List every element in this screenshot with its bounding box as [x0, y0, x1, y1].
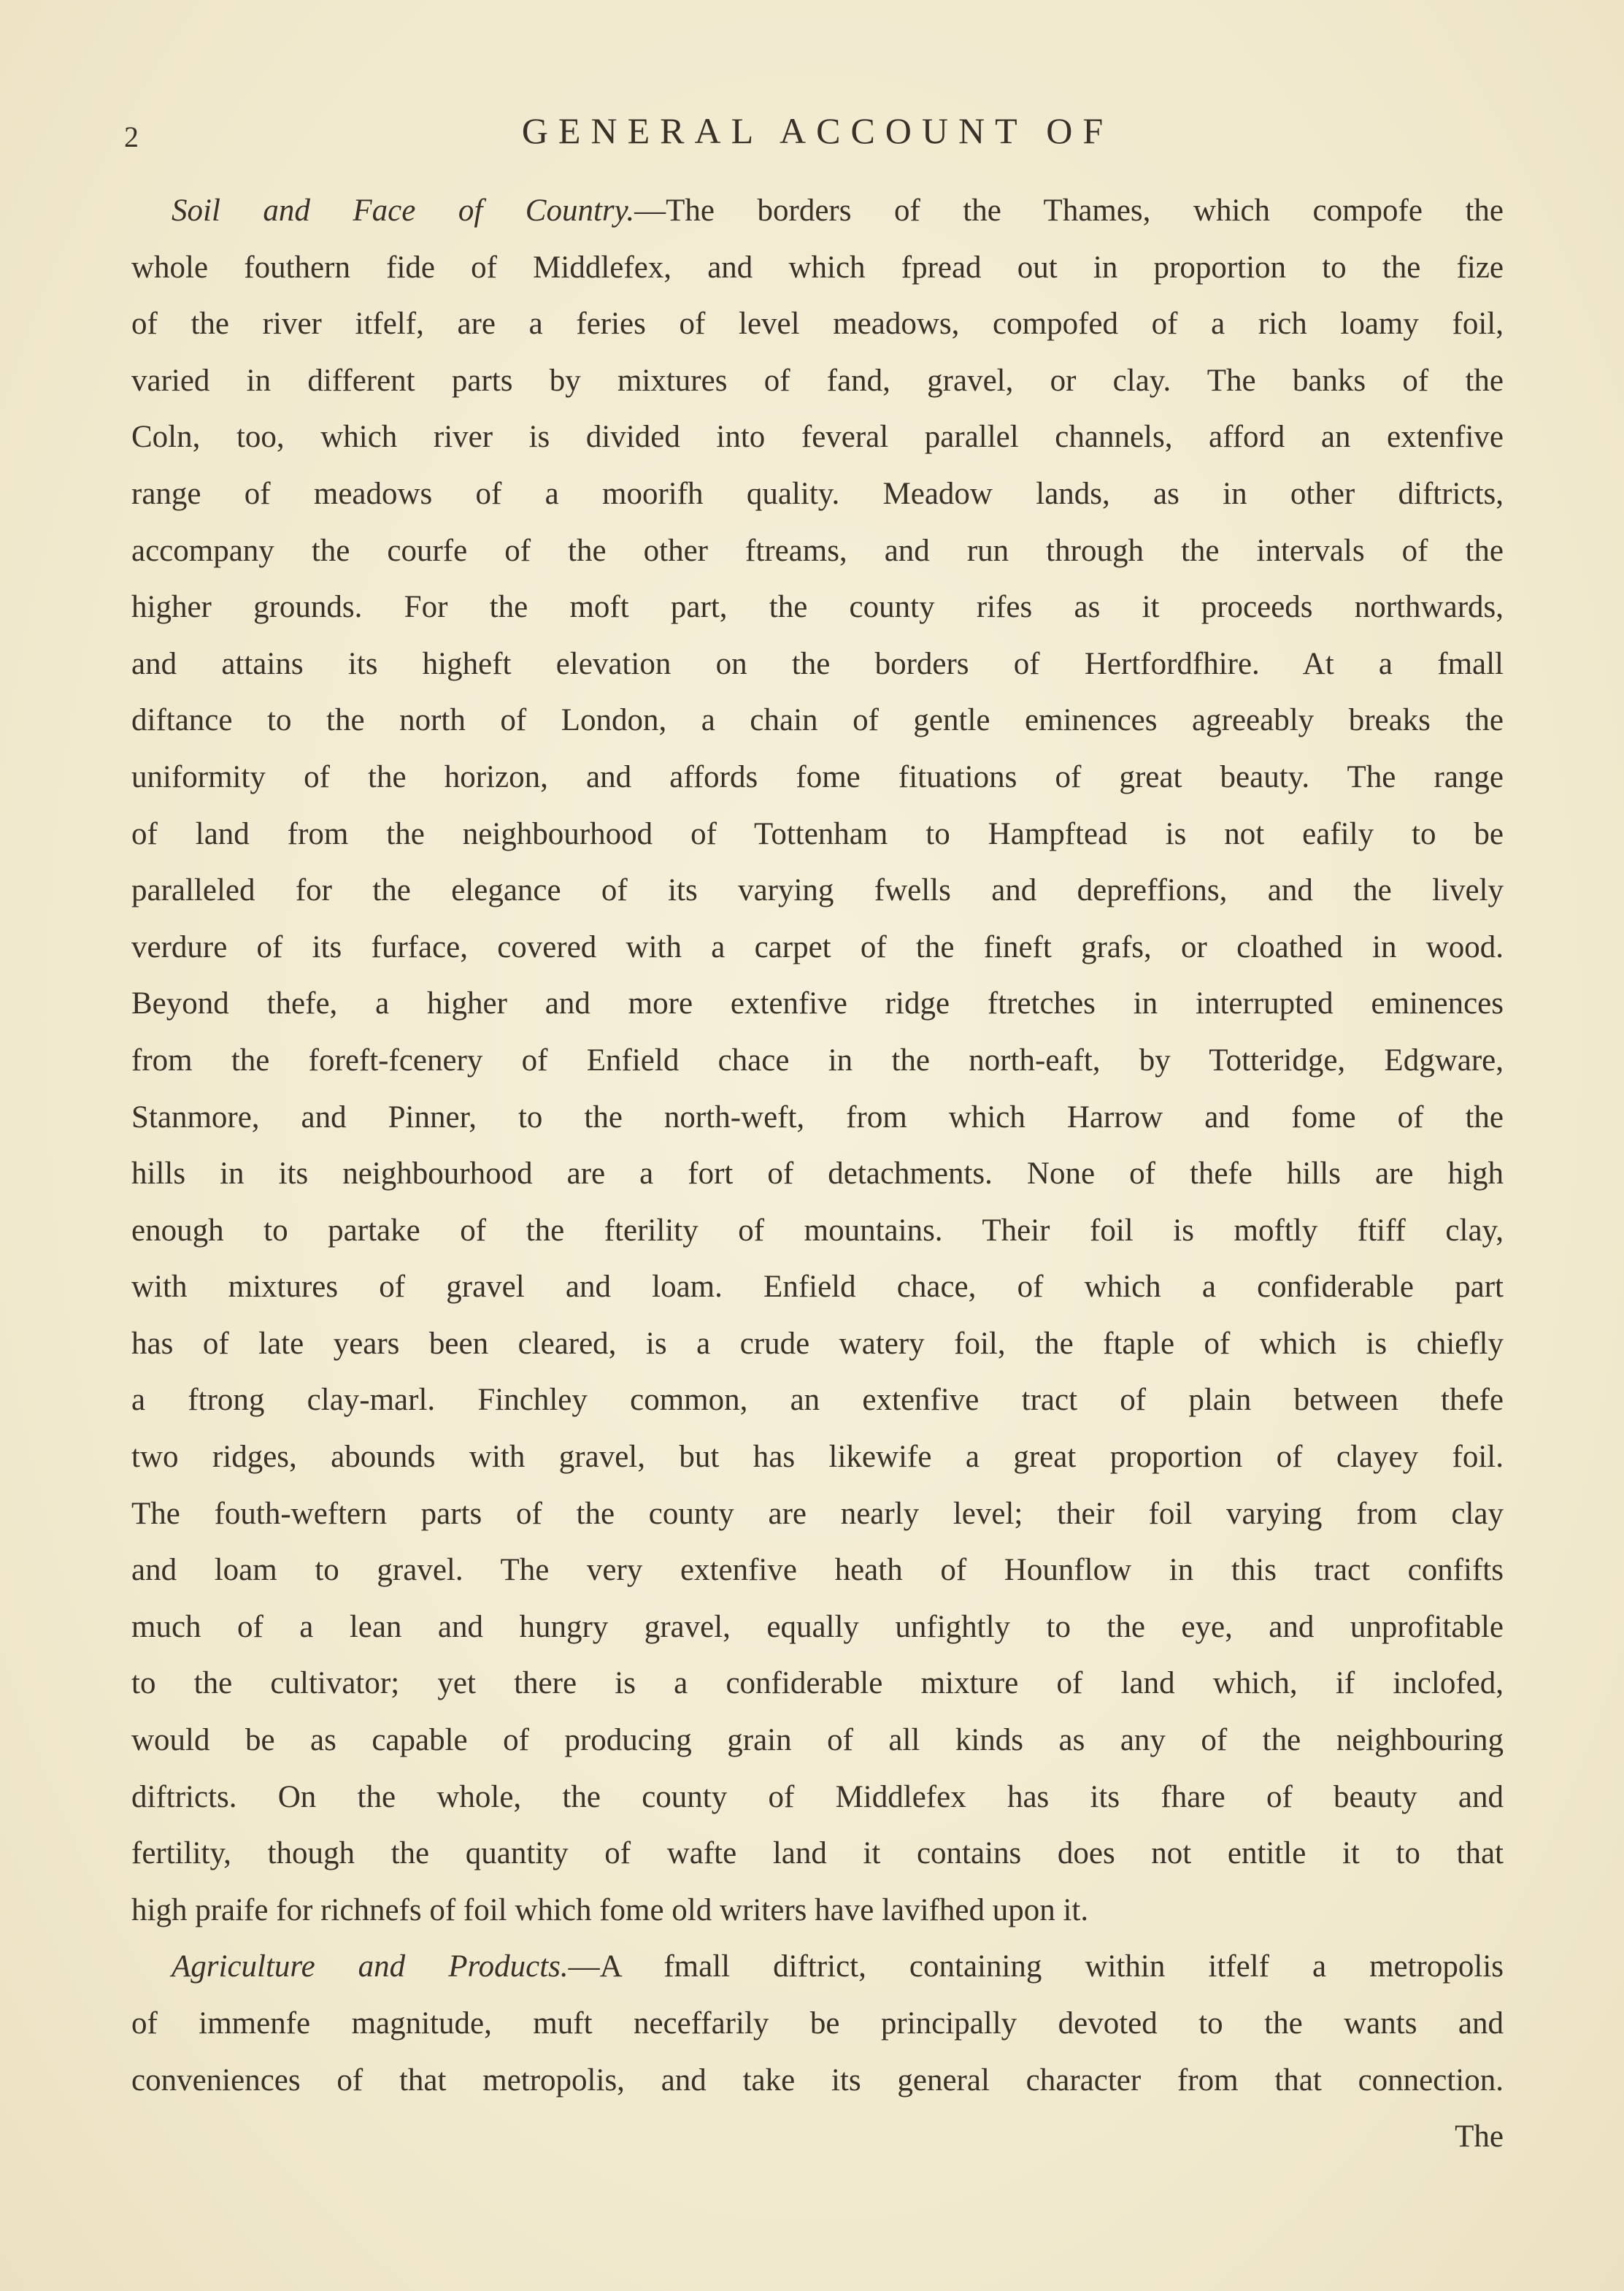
text-line: whole fouthern fide of Middlefex, and which fpread out in proportion to the fize — [131, 250, 1504, 285]
text-line: diftricts. On the whole, the county of Middlefex has its fhare of beauty and — [131, 1779, 1504, 1814]
running-head: GENERAL ACCOUNT OF — [521, 110, 1114, 151]
text-line: high praife for richnefs of foil which fome old writers have lavifhed upon it. — [131, 1892, 1089, 1927]
page-number: 2 — [124, 120, 139, 153]
text-line: would be as capable of producing grain of all kinds as any of the neighbouring — [131, 1723, 1504, 1758]
section-heading-agriculture: Agriculture and Products. — [172, 1949, 569, 1984]
text-line: paralleled for the elegance of its varying fwells and depreffions, and the lively — [131, 873, 1504, 908]
section-heading-soil: Soil and Face of Country. — [172, 193, 635, 228]
text-line — [131, 183, 1504, 239]
text-line: accompany the courfe of the other ftreams, and run through the intervals of the — [131, 533, 1504, 568]
text-line: to the cultivator; yet there is a confiderable mixture of land which, if inclofed, — [131, 1666, 1504, 1701]
text-line: with mixtures of gravel and loam. Enfield chace, of which a confiderable part — [131, 1270, 1504, 1305]
text-line: diftance to the north of London, a chain of gentle eminences agreeably breaks the — [131, 703, 1504, 738]
text-line: uniformity of the horizon, and affords fome fituations of great beauty. The range — [131, 759, 1504, 794]
text-line — [131, 1938, 1504, 1995]
text-line-content: —The borders of the Thames, which compofe the — [634, 193, 1504, 228]
text-line: much of a lean and hungry gravel, equally unfightly to the eye, and unprofitable — [131, 1609, 1504, 1644]
text-line: Coln, too, which river is divided into feveral parallel channels, afford an extenfive — [131, 420, 1504, 455]
text-line: Stanmore, and Pinner, to the north-weft, from which Harrow and fome of the — [131, 1100, 1504, 1135]
body-text — [131, 183, 1504, 2165]
text-line: of land from the neighbourhood of Tottenham to Hampftead is not eafily to be — [131, 816, 1504, 851]
text-line: enough to partake of the fterility of mountains. Their foil is moftly ftiff clay, — [131, 1213, 1504, 1248]
text-line: range of meadows of a moorifh quality. Meadow lands, as in other diftricts, — [131, 476, 1504, 511]
text-line: from the foreft-fcenery of Enfield chace in the north-eaft, by Totteridge, Edgware, — [131, 1043, 1504, 1078]
text-line: two ridges, abounds with gravel, but has likewife a great proportion of clayey foil. — [131, 1440, 1504, 1475]
text-line: The fouth-weftern parts of the county are nearly level; their foil varying from clay — [131, 1496, 1504, 1531]
text-line: has of late years been cleared, is a crude watery foil, the ftaple of which is chiefly — [131, 1326, 1504, 1361]
text-line: a ftrong clay-marl. Finchley common, an extenfive tract of plain between thefe — [131, 1383, 1504, 1418]
text-line-content: —A fmall diftrict, containing within itfelf a metropolis — [568, 1949, 1504, 1984]
text-line: hills in its neighbourhood are a fort of detachments. None of thefe hills are high — [131, 1156, 1504, 1191]
text-line: verdure of its furface, covered with a carpet of the fineft grafs, or cloathed in wood. — [131, 929, 1504, 964]
text-line: and loam to gravel. The very extenfive heath of Hounflow in this tract confifts — [131, 1553, 1504, 1588]
text-line: higher grounds. For the moft part, the county rifes as it proceeds northwards, — [131, 590, 1504, 625]
text-line: varied in different parts by mixtures of fand, gravel, or clay. The banks of the — [131, 363, 1504, 398]
text-line: of immenfe magnitude, muft neceffarily be principally devoted to the wants and — [131, 2006, 1504, 2041]
text-line: and attains its higheft elevation on the borders of Hertfordfhire. At a fmall — [131, 646, 1504, 681]
catchword: The — [1455, 2119, 1504, 2154]
text-line: conveniences of that metropolis, and take its general character from that connection. — [131, 2062, 1504, 2098]
text-line: Beyond thefe, a higher and more extenfive ridge ftretches in interrupted eminences — [131, 986, 1504, 1021]
text-line: fertility, though the quantity of wafte land it contains does not entitle it to that — [131, 1836, 1504, 1871]
text-line: of the river itfelf, are a feries of level meadows, compofed of a rich loamy foil, — [131, 307, 1504, 342]
page-header — [124, 110, 1511, 168]
